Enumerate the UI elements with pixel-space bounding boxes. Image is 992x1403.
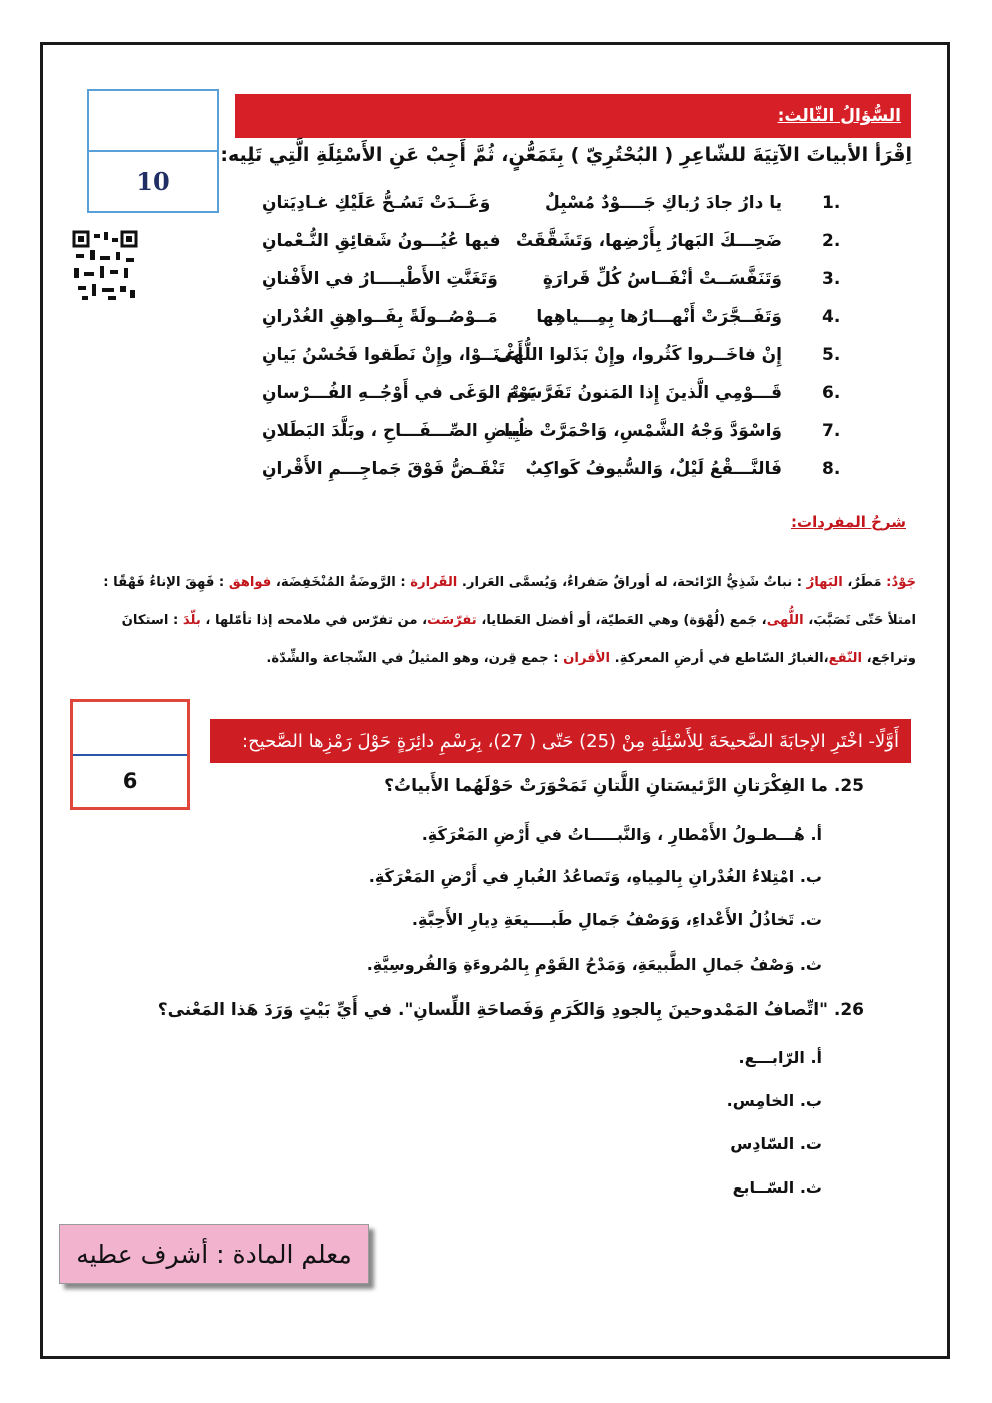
vocab-definition: ، من تفرّس في ملامحه إذا تأمّلها ، [200,613,428,628]
verse-number: .2 [822,231,841,251]
verse-line [240,231,852,261]
intro-instruction: اِقْرَأ الأبياتَ الآتِيَةَ للشّاعِرِ ( البُحْتُرِيّ ) بِتَمَعُّنٍ، ثُمَّ أَجِبْ عَنِ الأَسْئِلَةِ الَّتِي تَلِيه: [220,144,912,166]
q26-option-c[interactable]: ت. السّادِس [730,1134,822,1153]
score-total-bottom: 6 [122,769,138,794]
verse-second-hemistich: بِيضِ الصِّـــفَـــاحِ ، وبَلَّدَ البَطَلانِ [262,421,521,441]
score-blank-cell [89,91,217,150]
verse-second-hemistich: مَــوْصُــولَةً بِفَــواهِقِ الغُدْرانِ [262,307,498,327]
vocab-term: النّقع [828,651,862,666]
question-25: 25. ما الفِكْرَتانِ الرَّئيسَتانِ اللَّتانِ تَمَحْوَرَتْ حَوْلَهُما الأَبياتُ؟ [384,776,864,796]
vocab-definition: : نباتٌ شَذِيُّ الرّائحة، له أوراقٌ صَفراءُ، وَيُسمَّى العَرار. [457,575,807,590]
score-box-bottom [70,699,190,810]
section-title-bar [235,94,911,138]
verse-first-hemistich: وَتَفَــجَّرَتْ أَنْهـــارُها بِمِـــياهِها [536,307,782,327]
vocab-definition: : فَهِقَ الإناءُ فَهْقًا : امتلأ حَتّى تَصَبَّبَ، [103,575,916,628]
vocab-term: جَوْدٌ: [886,575,916,590]
vocab-term: اللُّهى [766,613,804,628]
q25-option-d[interactable]: ث. وَصْفُ جَمالِ الطَّبيعَةِ، وَمَدْحُ القَوْمِ بِالمُروءَةِ وَالفُروسِيَّةِ. [366,955,822,974]
teacher-name: معلم المادة : أشرف عطيه [76,1239,352,1269]
verse-first-hemistich: ضَحِـــكَ البَهارُ بِأَرْضِها، وَتَشَقَّقَتْ [516,231,782,251]
verse-first-hemistich: فَالنَّـــقْعُ لَيْلٌ، وَالسُّيوفُ كَواكِبٌ [525,459,782,479]
q26-option-b[interactable]: ب. الخامِس. [726,1091,822,1110]
vocab-term: بلّدَ [182,613,201,628]
verse-first-hemistich: وَتَنَفَّسَــتْ أنْفَــاسُ كُلِّ قَرارَةٍ [542,269,782,289]
verse-number: .8 [822,459,841,479]
verse-second-hemistich: أَغْـنَــوْا، وإِنْ نَطَقوا فَحُسْنُ بَيانِ [262,345,524,365]
verse-line [240,345,852,375]
vocab-term: فواهق [228,575,272,590]
score-blank-cell [73,702,187,754]
vocab-definition: : استكانَ وتراجَع، [121,613,916,666]
verse-line [240,383,852,413]
q25-option-b[interactable]: ب. امْتِلاءُ الغُدْرانِ بِالمِياهِ، وَتَصاعُدُ الغُبارِ في أَرْضِ المَعْرَكَةِ. [368,867,822,886]
q25-option-a[interactable]: أ. هُـــطـولُ الأَمْطارِ ، وَالنَّبـــــاتُ في أَرْضِ المَعْرَكَةِ. [421,825,822,844]
vocab-definition: مَطَرٌ، [842,575,887,590]
verse-line [240,193,852,223]
vocab-definition: ،الغبارُ السّاطع في أرضِ المعركةِ. [610,651,829,666]
q26-option-a[interactable]: أ. الرّابـــع. [738,1048,822,1067]
vocab-term: تفرّسَت [427,613,477,628]
vocab-definition: : الرَّوضَةُ المُنْخَفِضَة، [271,575,411,590]
vocab-term: القَرارة [410,575,458,590]
vocab-term: البَهارُ [806,575,843,590]
question-26: 26. "اتِّصافُ المَمْدوحينَ بِالجودِ وَالكَرَمِ وَفَصاحَةِ اللِّسانِ". في أَيِّ بَيْتٍ وَرَدَ هَذا المَعْنى؟ [157,1000,864,1020]
verse-number: .6 [822,383,841,403]
section-title: السُّؤالُ الثّالث: [777,106,901,126]
verse-line [240,421,852,451]
verse-first-hemistich: إِنْ فاخَــروا كَثُروا، وإِنْ بَذَلوا اللُّهى [495,345,782,365]
vocab-term: الأقران [563,651,611,666]
verse-first-hemistich: قَـــوْمِي الَّذينَ إِذا المَنونُ تَفَرَّسَتْ [507,383,782,403]
verse-number: .3 [822,269,841,289]
qr-code-icon [72,230,138,302]
verse-number: .5 [822,345,841,365]
q25-option-c[interactable]: ت. تَخاذُلُ الأَعْداءِ، وَوَصْفُ جَمالِ طَبــــيعَةِ دِيارِ الأَحِبَّةِ. [411,910,822,929]
vocabulary-text [86,564,916,678]
verse-second-hemistich: تَنْقَـضُّ فَوْقَ جَماجِـــمِ الأَقْرانِ [262,459,505,479]
verse-line [240,459,852,489]
verse-second-hemistich: وَتَغَنَّتِ الأَطْيــــارُ في الأَفْنانِ [262,269,498,289]
teacher-name-box [59,1224,369,1284]
score-box-top [87,89,219,213]
verse-line [240,307,852,337]
part-title-bar [210,719,911,763]
vocab-definition: : جمع قِرن، وهو المثيلُ في الشّجاعة والشِّدّة. [266,651,564,666]
verse-second-hemistich: يَوْمَ الوَغَى في أَوْجُــهِ الفُـــرْسانِ [262,383,536,403]
verse-number: .1 [822,193,841,213]
verse-second-hemistich: فيها عُيُـــونُ شَقائِقِ النُّـعْمانِ [262,231,501,251]
vocabulary-title: شرحُ المفردات: [791,513,906,531]
vocab-definition: ، جَمع (لُهْوَة) وهي العَطيّة، أو أفضل العَطايا، [476,613,767,628]
verse-number: .7 [822,421,841,441]
verse-line [240,269,852,299]
verse-first-hemistich: يا دارُ جادَ رُباكِ جَــــوْدٌ مُسْبِلٌ [544,193,782,213]
score-total-top: 10 [136,167,170,196]
verse-first-hemistich: وَاسْوَدَّ وَجْهُ الشَّمْسِ، وَاحْمَرَّتْ ظُبا [504,421,782,441]
verse-number: .4 [822,307,841,327]
part-title: أَوَّلًا- اخْتَرِ الإجابَةَ الصَّحيحَةَ لِلأَسْئِلَةِ مِنْ (25) حَتّى ( 27)، بِرَسْمِ دائِرَةٍ حَوْلَ رَمْزِها الصَّحيح: [242,730,899,752]
verse-second-hemistich: وَغَــدَتْ تَسُـحُّ عَلَيْكِ غـادِيَتانِ [262,193,491,213]
q26-option-d[interactable]: ث. السّــابع [732,1178,822,1197]
